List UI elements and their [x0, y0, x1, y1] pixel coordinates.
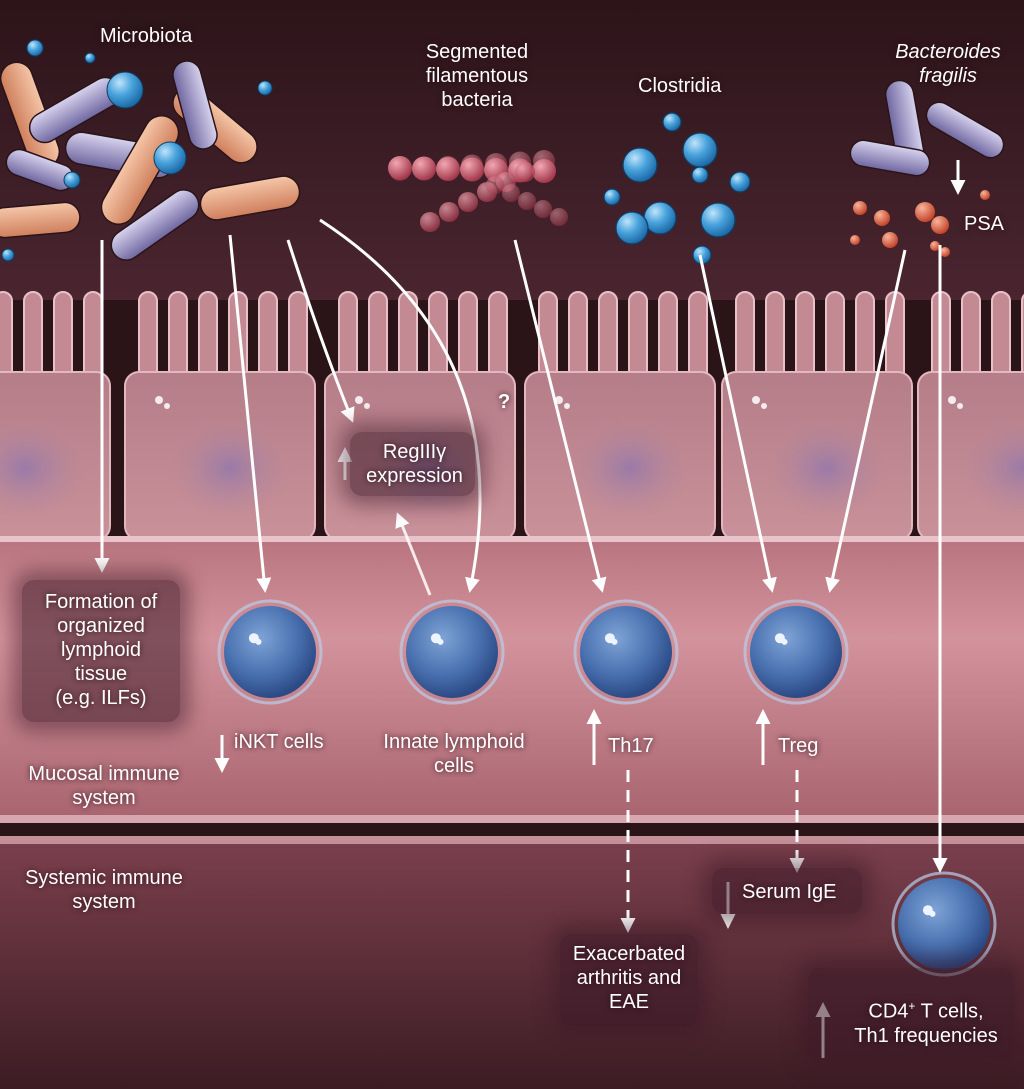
- granule: [164, 403, 170, 409]
- treg-label: Treg: [778, 735, 819, 757]
- exacerbated-label-line1: Exacerbated: [572, 943, 686, 965]
- sfb-segment: [534, 200, 552, 218]
- sfb-label-line1: Segmented: [425, 41, 529, 63]
- serum-ige-label: Serum IgE: [742, 881, 837, 903]
- granule: [155, 396, 163, 404]
- sfb-segment: [458, 192, 478, 212]
- clostridium: [730, 172, 750, 192]
- lymphoid-tissue-line2: organized: [57, 615, 145, 637]
- sfb-segment: [412, 157, 436, 181]
- epithelial-cell: [325, 292, 515, 540]
- sfb-label: [412, 40, 542, 112]
- clostridium: [692, 167, 708, 183]
- cd4-text-suffix: T cells,: [915, 1000, 984, 1023]
- psa-molecule: [882, 232, 898, 248]
- sfb-segment: [502, 184, 520, 202]
- systemic-boundary-upper: [0, 815, 1024, 823]
- th17-cell-body: [580, 606, 672, 698]
- clostridium: [683, 133, 717, 167]
- granule: [364, 403, 370, 409]
- epithelial-cell: [918, 292, 1024, 540]
- granule: [355, 396, 363, 404]
- basement-membrane: [0, 536, 1024, 542]
- epithelial-cell: [125, 292, 315, 540]
- epithelial-nucleus: [765, 416, 889, 520]
- mucosal-label-line1: Mucosal immune: [28, 763, 180, 785]
- psa-molecule: [915, 202, 935, 222]
- clostridium: [623, 148, 657, 182]
- sfb-segment: [515, 162, 535, 182]
- lymphoid-tissue-line5: (e.g. ILFs): [55, 687, 147, 709]
- psa-molecule: [980, 190, 990, 200]
- ilc-label-line2: cells: [433, 755, 474, 777]
- coccus: [27, 40, 43, 56]
- inkt-label: iNKT cells: [234, 731, 324, 753]
- lymphoid-tissue-label: [22, 590, 180, 710]
- systemic-boundary-lower: [0, 836, 1024, 844]
- coccus: [107, 72, 143, 108]
- clostridium: [644, 202, 676, 234]
- mucosal-label: [14, 762, 194, 810]
- coccus: [258, 81, 272, 95]
- treg-cell-body: [750, 606, 842, 698]
- systemic-label-line2: system: [72, 891, 136, 913]
- cd4-superscript: +: [908, 999, 916, 1013]
- coccus: [154, 142, 186, 174]
- cd4-text: CD4: [868, 1000, 909, 1023]
- sfb-segment: [436, 157, 460, 181]
- clostridium: [604, 189, 620, 205]
- psa-label: PSA: [964, 213, 1005, 235]
- bfragilis-label-line1: Bacteroides: [895, 41, 1001, 63]
- cd4-t-cell: [893, 873, 995, 975]
- treg-cell-granule: [782, 639, 788, 645]
- inkt-cell-granule: [256, 639, 262, 645]
- sfb-segment: [518, 192, 536, 210]
- lymphoid-tissue-line4: tissue: [74, 663, 128, 685]
- bfragilis-label: [878, 40, 1018, 88]
- psa-molecule: [850, 235, 860, 245]
- granule: [761, 403, 767, 409]
- innate-lymphoid-cell-granule: [438, 639, 444, 645]
- sfb-label-line3: bacteria: [441, 89, 513, 111]
- intestinal-epithelium: [0, 292, 1024, 542]
- sfb-segment: [550, 208, 568, 226]
- mucosal-label-line2: system: [72, 787, 136, 809]
- ilc-label: [370, 730, 538, 778]
- cd4-t-cell-granule: [930, 911, 936, 917]
- exacerbated-label-line2: arthritis and: [576, 967, 682, 989]
- granule: [948, 396, 956, 404]
- systemic-label: [14, 866, 194, 914]
- exacerbated-label: [560, 942, 698, 1014]
- granule: [564, 403, 570, 409]
- coccus: [64, 172, 80, 188]
- sfb-segment: [486, 176, 504, 194]
- epithelial-cell: [525, 292, 715, 540]
- sfb-segment: [460, 158, 484, 182]
- sfb-segment: [439, 202, 459, 222]
- epithelial-cell: [0, 292, 110, 540]
- sfb-segment: [532, 159, 556, 183]
- exacerbated-label-line3: EAE: [608, 991, 650, 1013]
- th17-cell: [575, 601, 677, 703]
- regiii-label-line2: expression: [366, 465, 463, 487]
- question-mark: ?: [498, 391, 511, 413]
- treg-cell: [745, 601, 847, 703]
- microbiota-label: Microbiota: [100, 25, 193, 47]
- innate-lymphoid-cell: [401, 601, 503, 703]
- coccus: [85, 53, 95, 63]
- granule: [752, 396, 760, 404]
- psa-molecule: [853, 201, 867, 215]
- psa-molecule: [931, 216, 949, 234]
- epithelial-cell: [722, 292, 912, 540]
- clostridium: [616, 212, 648, 244]
- epithelial-nucleus: [168, 416, 292, 520]
- clostridium: [701, 203, 735, 237]
- innate-lymphoid-cell-body: [406, 606, 498, 698]
- cd4-label-line2: Th1 frequencies: [854, 1024, 998, 1047]
- clostridium: [663, 113, 681, 131]
- lymphoid-tissue-line3: lymphoid: [60, 639, 142, 661]
- regiii-label: [352, 440, 477, 488]
- systemic-label-line1: Systemic immune: [25, 867, 183, 889]
- cd4-label: [838, 994, 1014, 1048]
- bfragilis-label-line2: fragilis: [919, 65, 977, 87]
- inkt-cell: [219, 601, 321, 703]
- sfb-segment: [420, 212, 440, 232]
- sfb-label-line2: filamentous: [425, 65, 529, 87]
- th17-cell-granule: [612, 639, 618, 645]
- inkt-cell-body: [224, 606, 316, 698]
- clostridia-label: Clostridia: [638, 75, 722, 97]
- ilc-label-line1: Innate lymphoid: [383, 731, 525, 753]
- th17-label: Th17: [608, 735, 654, 757]
- cd4-label-line1: [838, 994, 1014, 1024]
- regiii-label-line1: RegIIIγ: [382, 441, 447, 463]
- cd4-t-cell-body: [898, 878, 990, 970]
- lymphoid-tissue-line1: Formation of: [44, 591, 158, 613]
- psa-molecule: [874, 210, 890, 226]
- epithelial-nucleus: [568, 416, 692, 520]
- coccus: [2, 249, 14, 261]
- granule: [957, 403, 963, 409]
- sfb-segment: [388, 156, 412, 180]
